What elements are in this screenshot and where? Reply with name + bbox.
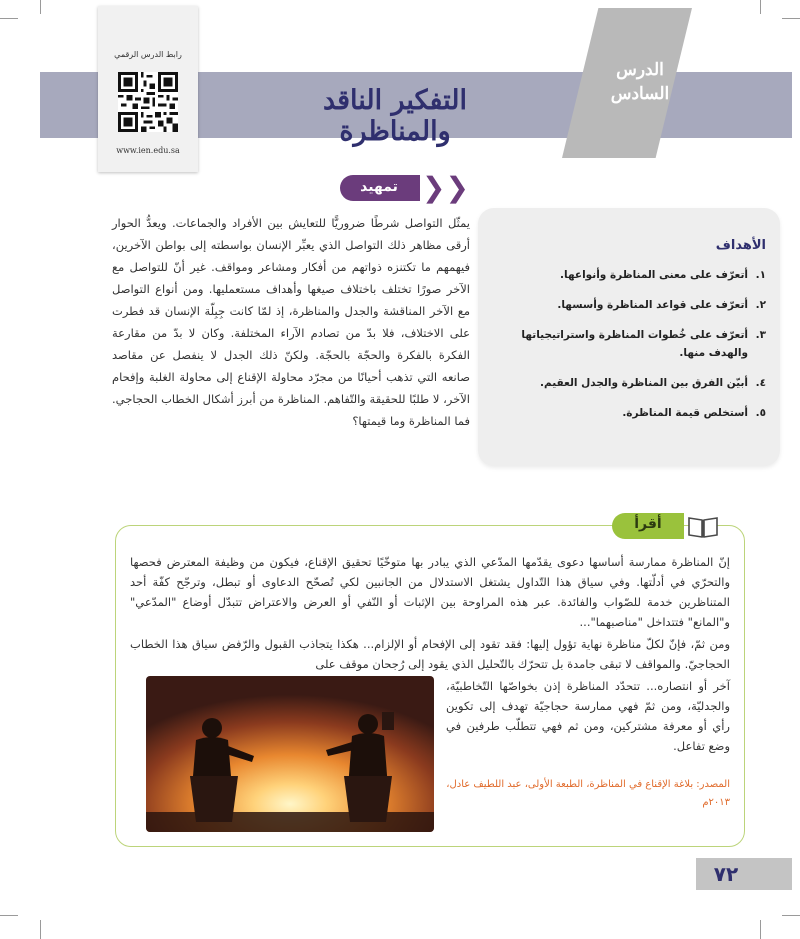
intro-text: يمثّل التواصل شرطًا ضروريًّا للتعايش بين الأفراد والجماعات. ويعدُّ الحوار أرقى مظاهر ذلك التواصل الذي يعبِّر الإنسان بواسطته إلى بواطن الآخرين، فيهمهم ما تكتنزه ذواتهم من أفكار ومشاعر ومواقف. غير أنّ للتواصل مع الآخر صورًا تختلف باختلاف صيغها وأهداف مستعمليها. ومن أنواع التواصل مع الآخر المناقشة والجدل والمناظرة، إذ لمّا كانت جِبِلّة الإنسان قد فطرت على الاختلاف، فلا بدّ من تصادم الآراء المختلفة. وكان لا بدّ من مقارعة الفكرة بالفكرة والحجّة بالحجّة. ولكنّ ذلك الجدل لا ينفصل عن مقاصد صانعه التي تذهب أحيانًا من مجرّد محاولة الإقناع إلى محاولة الغلبة وإفحام الآخر، لا طلبًا للحقيقة والتّفاهم. المناظرة من أبرز أشكال الخطاب الحجاجي. فما المناظرة وما قيمتها؟	[112, 216, 470, 428]
crop-mark	[40, 920, 41, 939]
lesson-line1: الدرس	[616, 60, 664, 80]
page-number: ٧٢	[713, 862, 739, 886]
goals-box	[478, 208, 780, 466]
goal-number: ٣.	[755, 329, 766, 341]
goal-item	[486, 326, 766, 362]
qr-card[interactable]	[98, 6, 198, 172]
reading-paragraph-1: إنّ المناظرة ممارسة أساسها دعوى يقدّمها المدّعي الذي يبادر بها متوخّيًا تحقيق الإقناع، فيكون من وظيفة المعترض فحصها والتحرّي في أدلّتها. وفي سياق هذا التّداول يشتغل الاستدلال من الجانبين لكي تُصحّح الدعاوى أو تبطل، وترجّح كفّة أحد المتناظرين خدمة للصّواب والفائدة. عبر هذه المراوحة بين الإثبات أو النّفي أو العرض والاعتراض تتبدّل أوضاع "المدّعي" و"المانع" فتتداخل "مناصبهما"...	[130, 555, 730, 629]
page-title: التفكير الناقد والمناظرة	[322, 85, 468, 147]
reading-source: المصدر: بلاغة الإقناع في المناظرة، الطبعة الأولى، عبد اللطيف عادل، ٢٠١٣م	[446, 779, 730, 808]
goal-item	[486, 374, 766, 392]
goals-list	[486, 266, 766, 434]
intro-header	[340, 171, 469, 205]
lesson-label	[590, 58, 690, 106]
qr-code-icon[interactable]	[118, 72, 178, 132]
goal-item	[486, 296, 766, 314]
lesson-line2: السادس	[610, 84, 670, 104]
crop-mark	[0, 915, 18, 916]
goal-number: ٥.	[755, 407, 766, 419]
goal-text: أبيّن الفرق بين المناظرة والجدل العقيم.	[539, 377, 748, 389]
reading-label: أقرأ	[634, 516, 662, 532]
crop-mark	[782, 915, 800, 916]
chevron-icon: ❯❯	[422, 171, 469, 204]
book-icon	[686, 514, 720, 540]
crop-mark	[782, 18, 800, 19]
goals-title: الأهداف	[715, 238, 766, 253]
goal-item	[486, 404, 766, 422]
goal-text: أتعرّف على قواعد المناظرة وأسسها.	[557, 299, 748, 311]
crop-mark	[40, 0, 41, 14]
goal-text: أتعرّف على خُطوات المناظرة واستراتيجياتها والهدف منها.	[521, 329, 748, 359]
reading-paragraph-2: ومن ثمّ، فإنّ لكلّ مناظرة نهاية تؤول إليها: فقد تقود إلى الإفحام أو الإلزام... هكذا يتجاذب القبول والرّفض سياق هذا الخطاب الحجاجيّ. والمواقف لا تبقى جامدة بل تتحرّك بالتّحليل الذي يقود إلى رُجحان موقف على	[130, 637, 730, 671]
goal-number: ٤.	[755, 377, 766, 389]
page-number-box	[696, 858, 792, 890]
debate-image	[146, 676, 434, 832]
goal-number: ١.	[755, 269, 766, 281]
reading-paragraph-3: آخر أو انتصاره... تتحدّد المناظرة إذن بخواصّها التّخاطبيّة، والجدليّة، ومن ثمّ فهي ممارسة حجاجيّة تهدف إلى تكوين رأي أو معرفة مشتركين، ومن ثم فهي تتطلّب طرفين في وضع تفاعل.	[446, 679, 730, 753]
intro-label: تمهيد	[360, 179, 398, 195]
goal-text: أستخلص قيمة المناظرة.	[622, 407, 748, 419]
goal-item	[486, 266, 766, 284]
goal-number: ٢.	[755, 299, 766, 311]
qr-url[interactable]: www.ien.edu.sa	[116, 146, 180, 155]
reading-header	[612, 508, 742, 544]
qr-caption: رابط الدرس الرقمي	[114, 50, 182, 59]
crop-mark	[0, 18, 18, 19]
crop-mark	[760, 0, 761, 14]
crop-mark	[760, 920, 761, 939]
goal-text: أتعرّف على معنى المناظرة وأنواعها.	[560, 269, 748, 281]
